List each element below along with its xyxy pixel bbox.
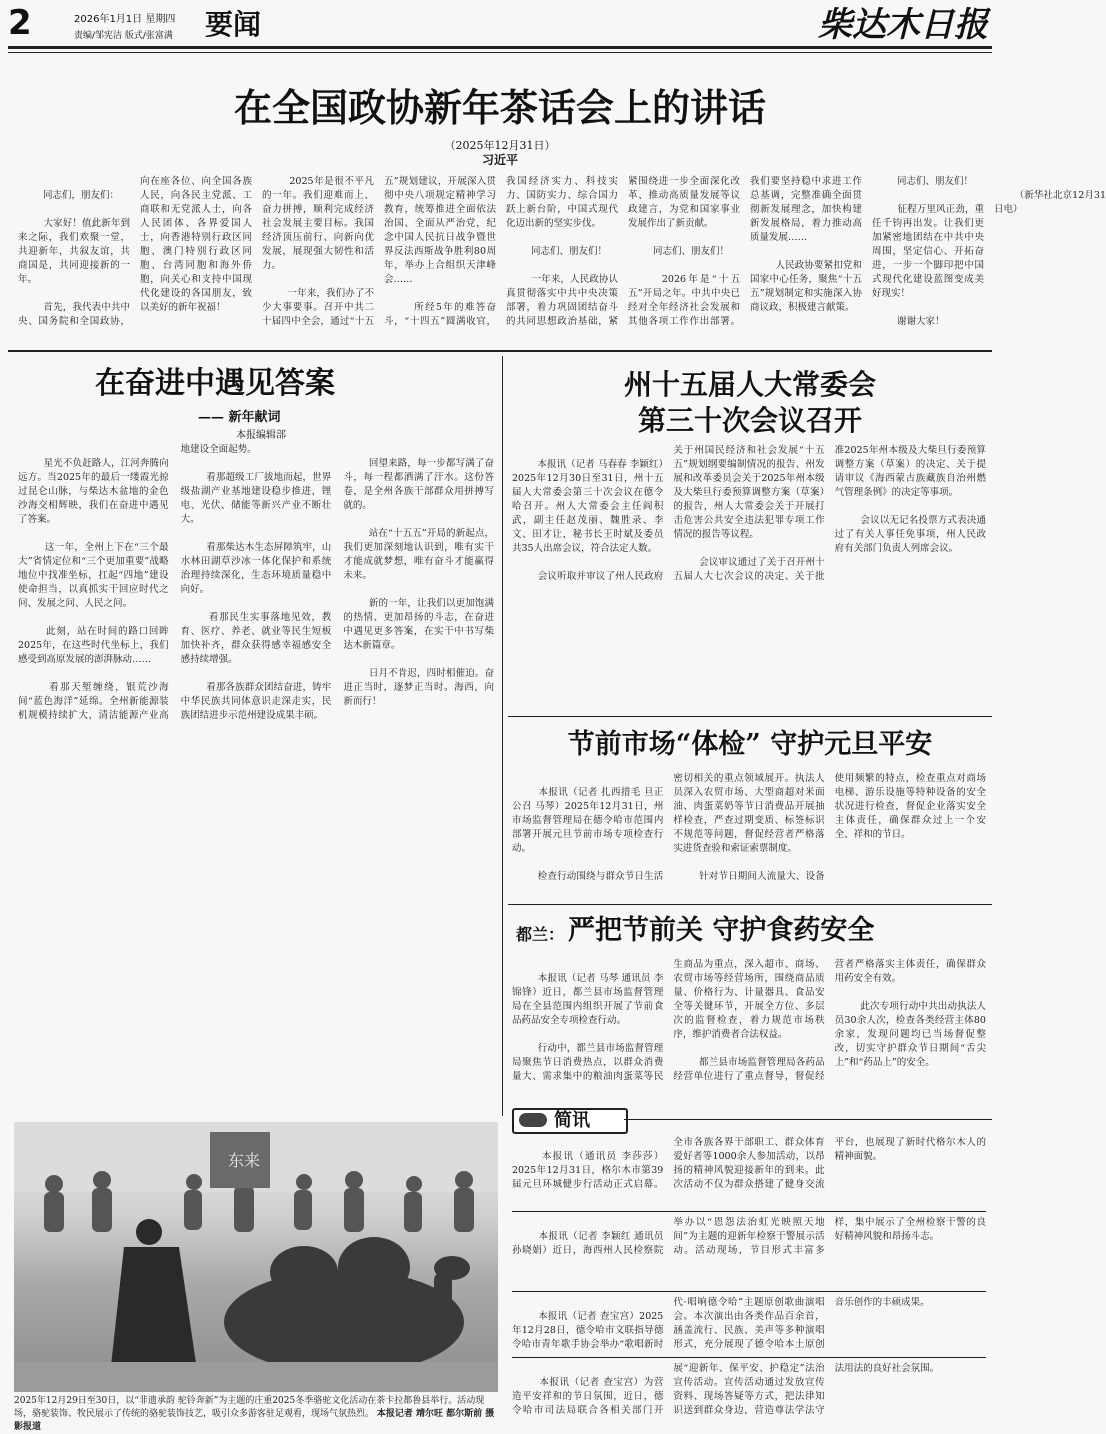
editorial-para: 此刻，站在时间的路口回眸2025年，在这些时代坐标上，我们感受到高原发展的澎湃脉动…… [18,626,169,665]
editorial-para: 看那民生实事落地见效，教育、医疗、养老、就业等民生短板加快补齐，群众获得感幸福感安全感持续增强。 [180,612,332,665]
lead-para: 同志们、朋友们！ [897,176,974,187]
dulan-body [512,958,986,1098]
brief-item [512,1296,986,1352]
brief-text: 本报讯（记者 查宝宫）为营造平安祥和的节日氛围，近日，德令哈市司法局联合各相关部门开展“迎新年、保平安、护稳定”法治宣传活动。宣传活动通过发放宣传资料、现场答疑等方式，把法律知识送到群众身边，营造尊法学法守法用法的良好社会氛围。 [512,1363,940,1416]
brief-text: 本报讯（通讯员 李莎莎）2025年12月31日，格尔木市第39届元旦环城健步行活动正式启幕。全市各族各界干部职工、群众体育爱好者等1000余人参加活动，以昂扬的精神风貌迎接新年的到来。此次活动不仅为群众搭建了健身交流平台，也展现了新时代格尔木人的精神面貌。 [512,1137,986,1190]
lead-title: 在全国政协新年茶话会上的讲话 [233,85,766,130]
camel-event-photo [14,1122,498,1392]
photo-credit: 本报记者 靖尔旺 都尔斯前 摄影报道 [14,1409,495,1432]
page-number: 2 [8,3,32,43]
lead-para: 同志们，朋友们： [43,190,120,201]
brief-divider [512,1291,986,1292]
npc-para: 会议以无记名投票方式表决通过了有关人事任免事项，州人民政府有关部门负责人列席会议。 [834,515,986,554]
lead-bottom-rule [8,350,992,352]
editorial-para: 新的一年，让我们以更加饱满的热情、更加昂扬的斗志，在奋进中遇见更多答案，在实干中书写柴达木新篇章。 [343,598,494,651]
lead-para: 2026年是“十五五”开局之年。中共中央已经对全年经济社会发展和其他各项工作作出部署。我们要坚持稳中求进工作总基调，完整准确全面贯彻新发展理念，加快构建新发展格局，着力推动高质量发展…… [628,176,862,327]
editorial-para: 日月不肯迟，四时相催迫。奋进正当时，逐梦正当时。海西，向新而行！ [343,668,494,707]
npc-body [512,444,986,706]
lead-date: （2025年12月31日） [444,139,556,152]
lead-para: 首先，我代表中共中央、国务院和全国政协，向在座各位、向全国各族人民，向各民主党派、工商联和无党派人士，向各人民团体、各界爱国人士，向香港特别行政区同胞、澳门特别行政区同胞、台湾同胞和海外侨胞，向关心和支持中国现代化建设的各国朋友，致以美好的新年祝福！ [18,176,252,327]
paper-name-logo: 柴达木日报 [818,5,988,45]
dulan-para: 行动中，都兰县市场监督管理局聚焦节日消费热点，以群众消费量大、需求集中的粮油肉蛋菜等民生商品为重点，深入超市、商场、农贸市场等经营场所，围绕商品质量、价格行为、计量器具、食品安全等关键环节，开展全方位、多层次的监督检查，着力规范市场秩序，维护消费者合法权益。 [512,959,825,1082]
npc-bottom-rule [508,716,992,717]
npc-para: 本报讯（记者 马春春 李颖红）2025年12月30日至31日，州十五届人大常委会第三十次会议在德令哈召开。州人大常委会主任阎积武，副主任赵茂丽、魏胜录、李文、田才让，秘书长王时斌及委员共35人出席会议，符合法定人数。 [512,459,664,554]
editorial-para: 站在“十五五”开局的新起点，我们更加深刻地认识到，唯有实干才能成就梦想，唯有奋斗才能赢得未来。 [343,528,494,581]
brief-divider [512,1211,986,1212]
lead-para: 同志们、朋友们！ [653,246,730,257]
market-body [512,772,986,896]
editorial-para: 看那天堑缠绕，银荒沙海间“蓝色海洋”延绵。全州新能源装机规模持续扩大，清洁能源产业高地建设全面起势。 [18,444,257,721]
brief-text: 本报讯（记者 李颖红 通讯员 孙晓娟）近日，海西州人民检察院举办以“恩怨法治虹光映照天地间”为主题的迎新年检察干警展示活动。活动现场，节目形式丰富多样，集中展示了全州检察干警的良好精神风貌和昂扬斗志。 [512,1217,986,1256]
briefs-label: 简讯 [554,1110,590,1131]
briefs-header-rule [624,1119,992,1120]
dulan-para: 本报讯（记者 马琴 通讯员 李锦锋）近日，都兰县市场监督管理局在全县范围内组织开展了节前食品药品安全专项检查行动。 [512,973,664,1026]
lead-para: 所经5年的难答奋斗，“十四五”圆满收官，我国经济实力、科技实力、国防实力、综合国力跃上新台阶，中国式现代化迈出新的坚实步伐。 [384,176,618,327]
masthead-rule-thin [8,52,992,53]
market-title: 节前市场“体检” 守护元旦平安 [567,729,933,760]
brief-item [512,1136,986,1206]
lead-para: 谢谢大家！ [897,316,945,327]
lead-para: 一年来，人民政协认真贯彻落实中共中央决策部署，着力巩固团结奋斗的共同思想政治基础，紧紧围绕进一步全面深化改革、推动高质量发展等议政建言，为党和国家事业发展作出了新贡献。 [506,176,740,327]
lead-para: 大家好！值此新年到来之际，我们欢聚一堂，共迎新年，共叙友谊，共商国是，共同迎接新的一年。 [18,218,130,285]
date-line: 2026年1月1日 星期四 [74,14,176,25]
photo-caption [14,1395,498,1433]
lead-source: （新华社北京12月31日电） [994,190,1106,215]
dulan-title: 严把节前关 守护食药安全 [568,915,875,946]
editorial-para: 这一年，全州上下在“三个最大”省情定位和“三个更加重要”战略地位中找准坐标，扛起“四地”建设使命担当，以真抓实干回应时代之问、发展之问、人民之问。 [18,542,169,609]
market-bottom-rule [508,904,992,905]
editorial-para: 看那各族群众团结奋进，铸牢中华民族共同体意识走深走实，民族团结进步示范州建设成果丰硕。 [180,682,332,721]
lead-para: 一年来，我们办了不少大事要事。召开中共二十届四中全会，通过“十五五”规划建议，开展深入贯彻中央八项规定精神学习教育，统筹推进全面依法治国、全面从严治党，纪念中国人民抗日战争暨世界反法西斯战争胜利80周年，举办上合组织天津峰会…… [262,176,496,327]
editors-line: 责编/邹宪洁 版式/张富满 [74,31,173,41]
dulan-tag: 都兰： [516,925,565,944]
market-para: 本报讯（记者 扎西措毛 旦正公召 马琴）2025年12月31日，州市场监督管理局在德令哈市范围内部署开展元旦节前市场专项检查行动。 [512,787,664,854]
editorial-para: 星光不负赶路人，江河奔腾向远方。当2025年的最后一缕霞光掠过昆仑山脉，与柴达木盆地的金色沙海交相辉映，我们在奋进中遇见了答案。 [18,458,169,525]
dulan-para: 都兰县市场监督管理局各药品经营单位进行了重点督导，督促经营者严格落实主体责任，确保群众用药安全有效。 [673,959,986,1082]
dulan-para: 此次专项行动中共出动执法人员30余人次，检查各类经营主体80余家，发现问题均已当场督促整改，切实守护群众节日期间“舌尖上”和“药品上”的安全。 [834,1001,986,1068]
briefs-arrow-icon [519,1113,547,1127]
editorial-para: 看那超级工厂拔地而起，世界级盐湖产业基地建设稳步推进，锂电、光伏、储能等新兴产业不断壮大。 [180,472,332,525]
lead-author: 习近平 [481,153,518,167]
brief-item [512,1216,986,1286]
lead-para: 2025年是很不平凡的一年。我们迎难而上、奋力拼搏，顺利完成经济社会发展主要目标。我国经济顶压前行、向新向优发展，展现强大韧性和活力。 [262,176,374,271]
editorial-para: 回望来路，每一步都写满了奋斗，每一程都洒满了汗水。这份答卷，是全州各族干部群众用拼搏写就的。 [343,458,494,511]
briefs-header [512,1108,628,1134]
npc-title-line-1: 州十五届人大常委会 [623,368,876,401]
editorial-para: 看那柴达木生态屏障筑牢，山水林田湖草沙冰一体化保护和系统治理持续深化，生态环境质量稳中向好。 [180,542,332,595]
lead-para: 人民政协要紧扣党和国家中心任务，聚焦“十五五”规划制定和实施深入协商议政，积极建言献策。 [750,260,862,313]
column-divider [502,356,503,1116]
editorial-body [18,443,494,1108]
masthead-rule [8,46,992,49]
npc-title-line-2: 第三十次会议召开 [637,404,862,437]
editorial-byline: 本报编辑部 [236,430,286,441]
lead-para: 征程万里风正劲，重任千钧再出发。让我们更加紧密地团结在中共中央周围，坚定信心、开拓奋进，一步一个脚印把中国式现代化建设蓝图变成美好现实！ [872,204,984,299]
market-para: 针对节日期间人流量大、设备使用频繁的特点，检查重点对商场电梯、游乐设施等特种设备的安全状况进行检查，督促企业落实安全主体责任，确保群众过上一个安全、祥和的节日。 [699,773,986,882]
banner-sign: 东来 [228,1151,261,1170]
editorial-title: 在奋进中遇见答案 [95,366,335,401]
lead-para: 同志们、朋友们！ [531,246,608,257]
section-title: 要闻 [205,8,262,41]
editorial-subtitle: —— 新年献词 [198,410,281,425]
brief-text: 本报讯（记者 查宝宫）2025年12月28日，德令哈市文联指导德令哈市青年歌手协会举办“歌唱新时代·唱响德令哈”主题原创歌曲演唱会。本次演出由各类作品百余首，涵盖流行、民族、美声等多种演唱形式，充分展现了德令哈本土原创音乐创作的丰硕成果。 [512,1297,930,1350]
market-para: 检查行动围绕与群众节日生活密切相关的重点领域展开。执法人员深入农贸市场、大型商超对米面油、肉蛋菜奶等节日消费品开展抽样检查，严查过期变质、标签标识不规范等问题，督促经营者严格落实进货查验和索证索票制度。 [537,773,825,882]
npc-para: 会议听取并审议了州人民政府关于州国民经济和社会发展“十五五”规划纲要编制情况的报告、州发展和改革委员会关于2025年州本级及大柴旦行委预算调整方案（草案）的报告，州人大常委会关于开展打击危害公共安全违法犯罪专项工作情况的报告等议程。 [537,445,825,582]
lead-body [18,175,1106,341]
npc-para: 会议审议通过了关于召开州十五届人大七次会议的决定、关于批准2025年州本级及大柴旦行委预算调整方案（草案）的决定、关于提请审议《海西蒙古族藏族自治州燃气管理条例》的决定等事项。 [673,445,986,582]
photo-caption-text: 2025年12月29日至30日，以“非遗承韵 驼铃奔新”为主题的庄重2025冬季骆驼文化活动在茶卡拉都鲁县举行。活动现场，骆驼装饰、牧民展示了传统的骆驼装饰技艺，吸引众多游客驻足观看，现场气氛热烈。 [14,1396,485,1419]
brief-divider [512,1357,986,1358]
brief-item [512,1362,986,1426]
camel-photo-illustration [14,1122,498,1392]
